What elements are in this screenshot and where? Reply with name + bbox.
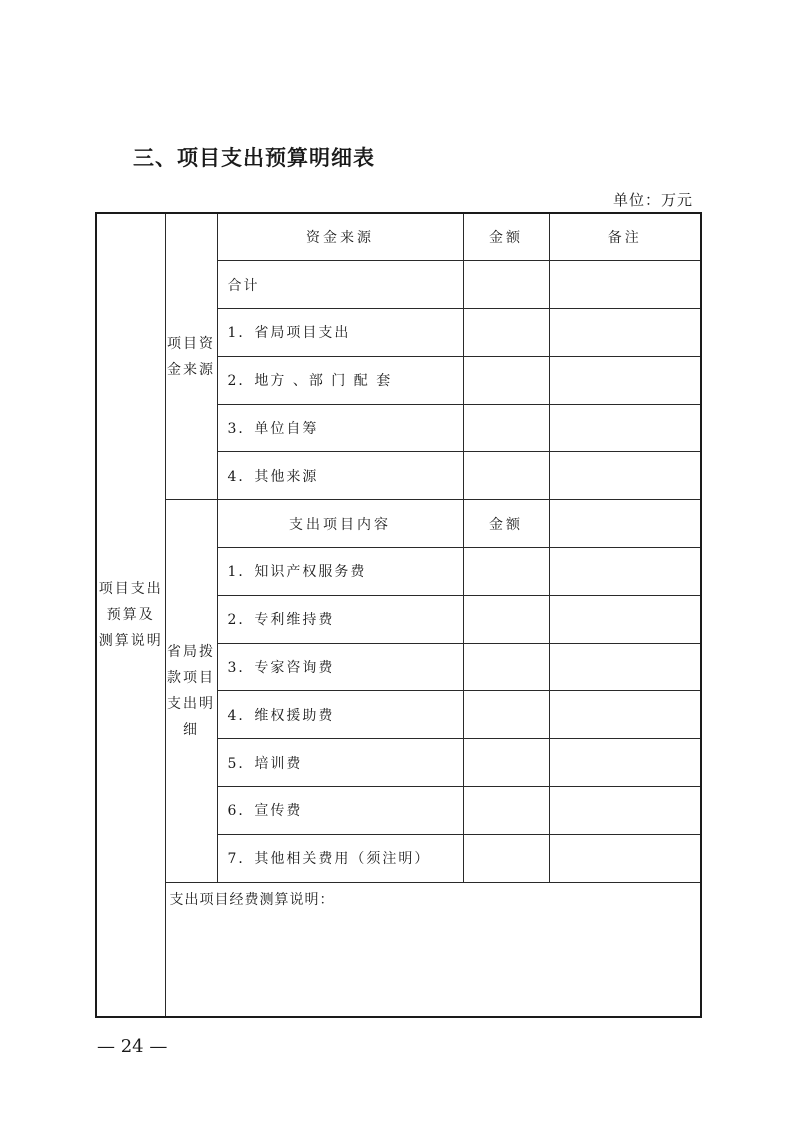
notes-label: 支出项目经费测算说明： <box>169 891 335 908</box>
detail-row-7: 7．其他相关费用（须注明） <box>217 834 463 882</box>
source-row-3: 3．单位自筹 <box>217 404 463 452</box>
note-cell[interactable] <box>549 548 701 596</box>
detail-row-4: 4．维权援助费 <box>217 691 463 739</box>
amount-cell[interactable] <box>463 309 549 357</box>
detail-row-5: 5．培训费 <box>217 739 463 787</box>
note-cell[interactable] <box>549 834 701 882</box>
amount-cell[interactable] <box>463 643 549 691</box>
note-header: 备注 <box>549 213 701 261</box>
source-label-cell <box>165 213 217 500</box>
amount-header: 金额 <box>463 213 549 261</box>
note-cell[interactable] <box>549 739 701 787</box>
note-cell[interactable] <box>549 261 701 309</box>
note-cell[interactable] <box>549 643 701 691</box>
detail-row-1: 1．知识产权服务费 <box>217 548 463 596</box>
source-row-4: 4．其他来源 <box>217 452 463 500</box>
amount-cell[interactable] <box>463 595 549 643</box>
amount-cell[interactable] <box>463 404 549 452</box>
note-cell[interactable] <box>549 404 701 452</box>
detail-section-label: 省局拨 款项目 支出明 细 <box>167 643 215 738</box>
note-cell[interactable] <box>549 452 701 500</box>
amount-cell[interactable] <box>463 548 549 596</box>
note-cell[interactable] <box>549 787 701 835</box>
source-row-2: 2．地方 、部 门 配 套 <box>217 356 463 404</box>
amount-cell[interactable] <box>463 787 549 835</box>
amount-cell[interactable] <box>463 261 549 309</box>
detail-row-3: 3．专家咨询费 <box>217 643 463 691</box>
content-header: 支出项目内容 <box>217 500 463 548</box>
note-cell[interactable] <box>549 356 701 404</box>
page-title: 三、项目支出预算明细表 <box>133 146 375 170</box>
amount-cell[interactable] <box>463 739 549 787</box>
outer-label-cell <box>96 213 165 1017</box>
source-section-label: 项目资 金来源 <box>167 335 215 378</box>
source-header: 资金来源 <box>217 213 463 261</box>
outer-label: 项目支出 预算及 测算说明 <box>98 581 163 650</box>
budget-table <box>95 212 702 1018</box>
unit-label: 单位：万元 <box>612 191 693 209</box>
note-cell[interactable] <box>549 691 701 739</box>
detail-row-2: 2．专利维持费 <box>217 595 463 643</box>
note-cell[interactable] <box>549 500 701 548</box>
amount-cell[interactable] <box>463 834 549 882</box>
amount-cell[interactable] <box>463 356 549 404</box>
source-row-total: 合计 <box>217 261 463 309</box>
detail-amount-header: 金额 <box>463 500 549 548</box>
page-number: — 24 — <box>97 1036 168 1057</box>
note-cell[interactable] <box>549 595 701 643</box>
notes-cell[interactable] <box>165 882 701 1017</box>
source-row-1: 1．省局项目支出 <box>217 309 463 357</box>
amount-cell[interactable] <box>463 691 549 739</box>
detail-row-6: 6．宣传费 <box>217 787 463 835</box>
amount-cell[interactable] <box>463 452 549 500</box>
note-cell[interactable] <box>549 309 701 357</box>
detail-label-cell <box>165 500 217 882</box>
